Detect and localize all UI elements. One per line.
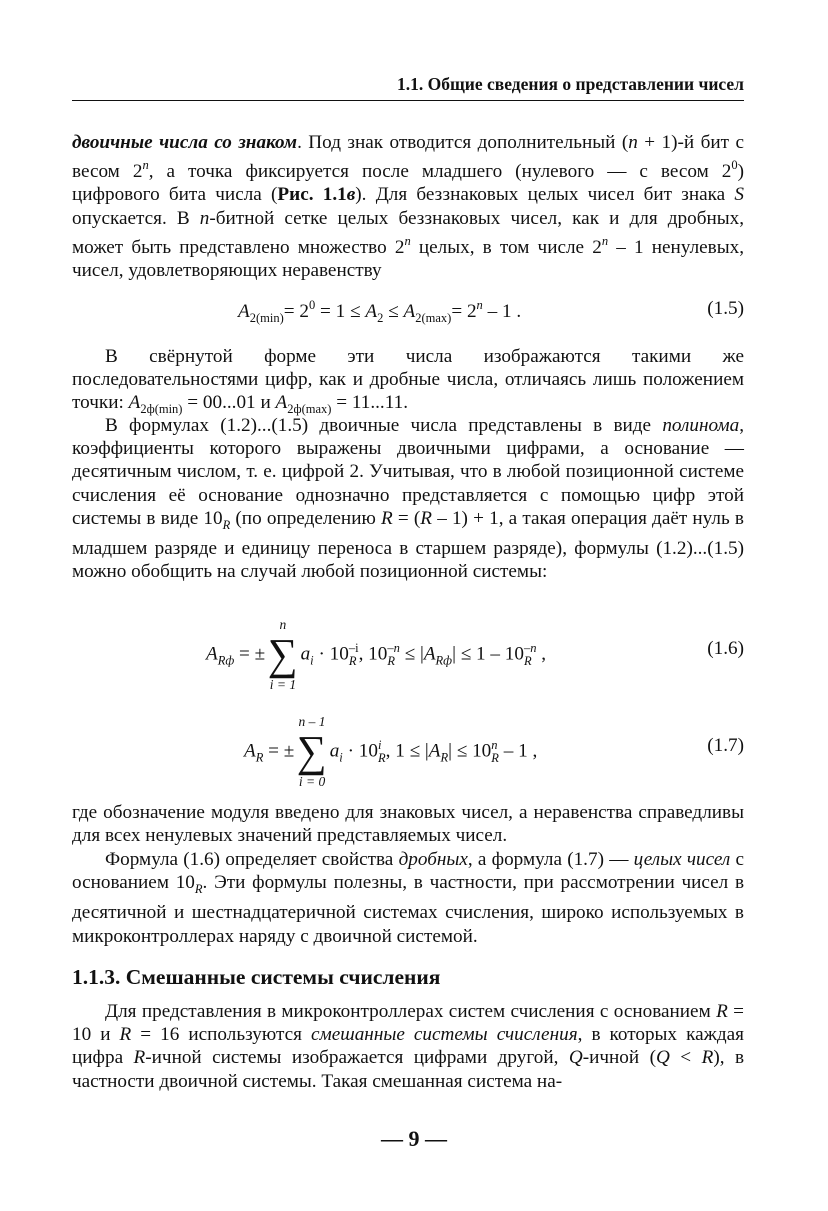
text: = 11...11. xyxy=(331,392,409,414)
superscript: n xyxy=(491,738,498,752)
var-A: A xyxy=(128,392,141,414)
figure-ref: Рис. 1.1 xyxy=(277,184,347,206)
term-fractional: дробных xyxy=(398,849,468,870)
text: -ичной ( xyxy=(582,1047,656,1069)
math: | ≤ 1 – 10 xyxy=(452,643,524,665)
var-S: S xyxy=(734,184,744,206)
text: + 1)-й бит с весом 2 xyxy=(72,132,744,183)
text: Формула (1.6) определяет свойства xyxy=(105,849,399,870)
equation-number-1-5: (1.5) xyxy=(707,298,744,319)
sigma-symbol: ∑ xyxy=(267,630,298,679)
math: = ± xyxy=(263,740,295,762)
math: · 10 xyxy=(313,643,349,665)
var-n: n xyxy=(628,132,638,153)
text: с основанием 10 xyxy=(72,849,745,894)
math: – 1 . xyxy=(482,301,522,322)
paragraph-2 xyxy=(72,345,744,422)
superscript: –i xyxy=(348,641,359,655)
text: Для представления в микроконтроллерах систем счисления с основанием xyxy=(105,1001,717,1022)
text: = 10 и xyxy=(72,1001,744,1046)
var-R: R xyxy=(701,1047,714,1069)
subscript: R xyxy=(387,654,395,668)
paragraph-4 xyxy=(72,801,744,847)
text: где обозначение модуля введено для знаковых чисел, а неравенства справедливы для всех ненулевых значений представляемых чисел. xyxy=(72,802,744,847)
text: -ичной системы изображается цифрами другой, xyxy=(145,1047,569,1069)
var-Q: Q xyxy=(656,1047,670,1069)
text: . Эти формулы полезны, в частности, при рассмотрении чисел в десятичной и шестнадцатеричной системах счисления, широко используемых в микроконтроллерах наряду с двоичной системой. xyxy=(72,872,745,947)
var-n: n xyxy=(142,158,149,173)
text: -битной сетке целых беззнаковых чисел, как и для дробных, может быть представлено множество 2 xyxy=(72,207,745,258)
superscript: –n xyxy=(524,641,537,655)
text: < xyxy=(669,1047,702,1069)
text: ) цифрового бита числа ( xyxy=(72,161,744,206)
var-R: R xyxy=(222,517,231,532)
running-header xyxy=(72,74,744,101)
running-title: 1.1. Общие сведения о представлении чисел xyxy=(397,74,744,94)
var-A: A xyxy=(403,301,416,322)
var-n: n xyxy=(601,233,609,248)
subscript: Rф xyxy=(217,653,235,668)
subscript: R xyxy=(524,654,532,668)
paragraph-6 xyxy=(72,1000,744,1093)
var-i: i xyxy=(310,653,314,668)
var-A: A xyxy=(365,301,378,322)
subscript: 2ф(max) xyxy=(287,402,332,417)
var-R: R xyxy=(716,1001,728,1022)
var-a: a xyxy=(300,643,311,665)
text: – 1 ненулевых, чисел, удовлетворяющих неравенству xyxy=(72,236,745,282)
subscript: R xyxy=(491,751,499,765)
term-polynomial: полинома xyxy=(662,415,740,436)
math: , 1 ≤ | xyxy=(385,740,429,762)
subscript: R xyxy=(440,750,449,765)
text: = ( xyxy=(392,507,421,529)
section-heading: 1.1.3. Смешанные системы счисления xyxy=(72,965,441,989)
term-signed-binary: двоичные числа со знаком xyxy=(72,132,298,153)
paragraph-1 xyxy=(72,131,744,282)
text: , а точка фиксируется после младшего (нулевого — с весом 2 xyxy=(148,161,732,183)
paragraph-5 xyxy=(72,848,744,948)
math: , 10 xyxy=(358,643,388,665)
math: · 10 xyxy=(342,740,378,762)
summation xyxy=(267,617,298,693)
var-i: i xyxy=(339,750,343,765)
sum-upper-limit: n – 1 xyxy=(298,714,326,729)
text: опускается. В xyxy=(72,207,200,229)
formula-1-7 xyxy=(244,714,537,790)
sum-lower-limit: i = 1 xyxy=(269,677,297,692)
text: (по определению xyxy=(230,507,381,529)
equation-number-1-7: (1.7) xyxy=(707,735,744,756)
var-n: n xyxy=(404,233,411,248)
math: ≤ xyxy=(383,301,404,322)
equation-number-1-6: (1.6) xyxy=(707,638,744,659)
formula-1-6 xyxy=(206,617,546,693)
var-R: R xyxy=(380,507,393,529)
var-R: R xyxy=(119,1024,132,1046)
var-n: n xyxy=(199,207,210,229)
var-A: A xyxy=(238,301,250,322)
formula-1-5 xyxy=(238,298,521,326)
text: . Под знак отводится дополнительный ( xyxy=(297,132,629,153)
subscript: R xyxy=(348,654,357,668)
math: – 1 , xyxy=(498,740,538,762)
summation xyxy=(296,714,327,790)
page-number: — 9 — xyxy=(381,1126,447,1151)
var-R: R xyxy=(194,882,203,897)
paragraph-3 xyxy=(72,414,744,583)
subscript: 2(min) xyxy=(249,311,284,325)
var-A: A xyxy=(423,643,436,665)
text: = 00...01 и xyxy=(182,392,276,414)
superscript: –n xyxy=(387,641,400,655)
text: – 1) + 1, а такая операция даёт нуль в младшем разряде и единицу переноса в старшем разряде), формулы (1.2)...(1.5) можно обобщить на случай любой позиционной системы: xyxy=(72,507,744,583)
math: ≤ | xyxy=(399,643,424,665)
var-a: a xyxy=(329,740,340,762)
subscript: Rф xyxy=(435,653,453,668)
text: ). Для беззнаковых целых чисел бит знака xyxy=(355,184,735,206)
sum-lower-limit: i = 0 xyxy=(298,774,326,789)
subscript: R xyxy=(377,751,386,765)
superscript: i xyxy=(377,738,382,752)
var-A: A xyxy=(206,643,218,665)
term-mixed-number-systems: смешанные системы счисления xyxy=(310,1024,578,1046)
text: , а формула (1.7) — xyxy=(467,849,634,870)
text: ), в частности двоичной системы. Такая смешанная система на- xyxy=(72,1047,745,1092)
figure-ref-letter: в xyxy=(346,184,356,206)
math: = ± xyxy=(234,643,266,665)
var-n: n xyxy=(476,298,483,312)
text: целых, в том числе 2 xyxy=(410,236,602,258)
math: = 2 xyxy=(451,301,477,322)
var-A: A xyxy=(275,392,288,414)
superscript: 0 xyxy=(308,298,316,312)
subscript: 2ф(min) xyxy=(140,402,183,417)
var-R: R xyxy=(133,1047,146,1069)
superscript: 0 xyxy=(731,158,738,173)
math: | ≤ 10 xyxy=(448,740,492,762)
text: В формулах (1.2)...(1.5) двоичные числа представлены в виде xyxy=(105,415,663,436)
text: = 16 используются xyxy=(131,1024,311,1046)
math: = 2 xyxy=(283,301,309,322)
subscript: R xyxy=(255,750,264,765)
text: , коэффициенты которого выражены двоичными цифрами, а основание — десятичным числом, т. е. цифрой 2. Учитывая, что в любой позиционной системе счисления её основание однозначно представляется с помощью цифр этой системы в виде 10 xyxy=(72,415,744,529)
term-integer-numbers: целых чисел xyxy=(633,849,731,870)
math: = 1 ≤ xyxy=(315,301,366,322)
text: В свёрнутой форме эти числа изображаются такими же последовательностями цифр, как и дробные числа, отличаясь лишь положением точки: xyxy=(72,346,744,414)
subscript: 2 xyxy=(377,311,384,325)
var-A: A xyxy=(428,740,441,762)
var-A: A xyxy=(244,740,256,762)
math: , xyxy=(536,643,547,665)
var-R: R xyxy=(420,507,433,529)
text: , в которых каждая цифра xyxy=(72,1024,744,1069)
var-Q: Q xyxy=(568,1047,583,1069)
subscript: 2(max) xyxy=(415,311,452,325)
sigma-symbol: ∑ xyxy=(297,727,327,776)
sum-upper-limit: n xyxy=(279,617,287,632)
